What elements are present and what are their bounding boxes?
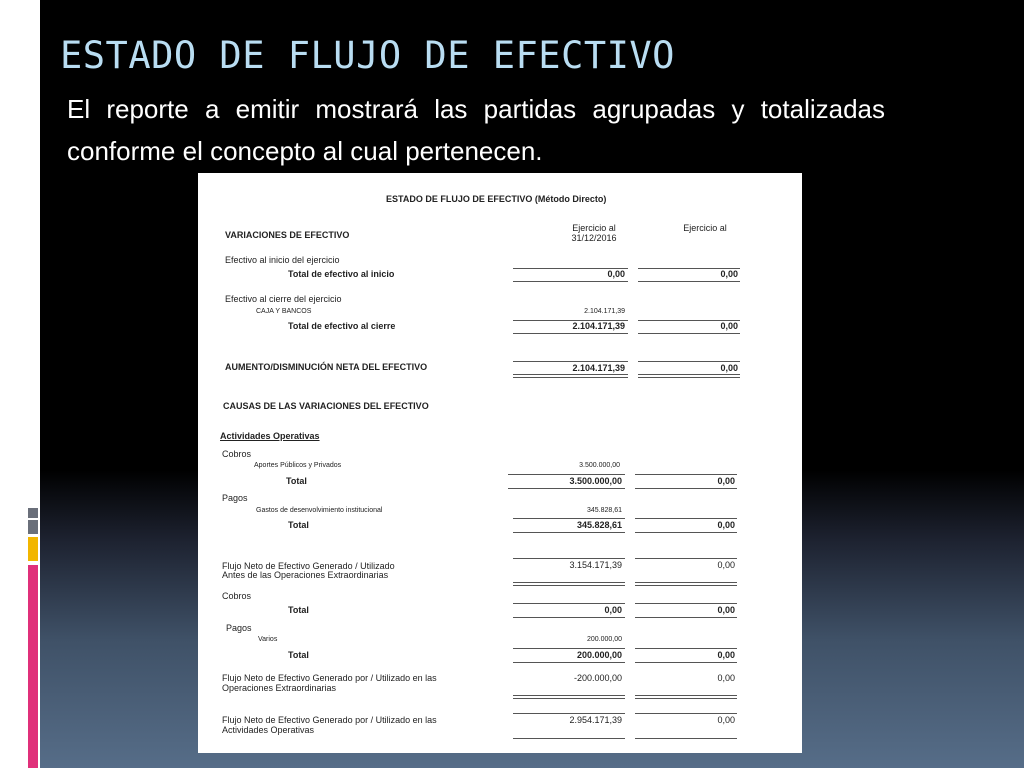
- doc-variaciones-heading: VARIACIONES DE EFECTIVO: [225, 230, 350, 240]
- doc-rule: [513, 648, 625, 649]
- doc-total-pagos2-v1: 200.000,00: [576, 650, 622, 660]
- accent-pink-bar: [28, 565, 38, 768]
- doc-rule: [635, 662, 737, 663]
- doc-flujo3-v1: 2.954.171,39: [569, 715, 622, 725]
- doc-rule: [635, 488, 737, 489]
- doc-total-cobros1-label: Total: [286, 476, 307, 486]
- doc-rule: [635, 558, 737, 559]
- doc-rule: [513, 518, 625, 519]
- doc-total-pagos1-v1: 345.828,61: [576, 520, 622, 530]
- doc-double-rule: [513, 582, 625, 586]
- doc-pagos1-label: Pagos: [222, 493, 248, 503]
- doc-flujo1-line2: Antes de las Operaciones Extraordinarias: [222, 570, 389, 580]
- doc-actividades-heading: Actividades Operativas: [220, 431, 320, 441]
- doc-rule: [513, 361, 628, 362]
- doc-varios-v1: 200.000,00: [586, 636, 622, 643]
- doc-aportes-v1: 3.500.000,00: [579, 462, 620, 469]
- doc-rule: [508, 488, 625, 489]
- doc-aumento-v1: 2.104.171,39: [572, 363, 625, 373]
- doc-total-cobros2-v2: 0,00: [717, 605, 735, 615]
- doc-rule: [513, 662, 625, 663]
- doc-aumento-label: AUMENTO/DISMINUCIÓN NETA DEL EFECTIVO: [225, 362, 428, 372]
- doc-flujo2-v2: 0,00: [717, 673, 735, 683]
- doc-total-cierre-label: Total de efectivo al cierre: [288, 321, 396, 331]
- doc-total-inicio-v2: 0,00: [720, 269, 738, 279]
- doc-rule: [635, 518, 737, 519]
- accent-gray-block: [28, 508, 38, 518]
- doc-aumento-v2: 0,00: [720, 363, 738, 373]
- doc-rule: [635, 603, 737, 604]
- doc-column-header-1: Ejercicio al 31/12/2016: [571, 223, 617, 243]
- doc-double-rule: [635, 582, 737, 586]
- slide-body-text: El reporte a emitir mostrará las partidas agrupadas y totalizadas conforme el concepto al cual pertenecen.: [67, 94, 885, 166]
- doc-rule: [513, 333, 628, 334]
- doc-title: ESTADO DE FLUJO DE EFECTIVO (Método Directo): [386, 194, 607, 204]
- doc-total-cobros2-v1: 0,00: [604, 605, 622, 615]
- doc-rule: [635, 648, 737, 649]
- doc-rule: [513, 738, 625, 739]
- doc-total-inicio-label: Total de efectivo al inicio: [288, 269, 395, 279]
- slide-title: ESTADO DE FLUJO DE EFECTIVO: [60, 34, 675, 77]
- doc-flujo3-line1: Flujo Neto de Efectivo Generado por / Utilizado en las: [222, 715, 437, 725]
- doc-rule: [635, 474, 737, 475]
- doc-rule: [638, 333, 740, 334]
- doc-rule: [635, 738, 737, 739]
- doc-rule: [513, 603, 625, 604]
- doc-gastos-label: Gastos de desenvolvimiento institucional: [256, 507, 383, 514]
- doc-caja-v1: 2.104.171,39: [584, 308, 625, 315]
- doc-total-pagos2-label: Total: [288, 650, 309, 660]
- doc-aportes-label: Aportes Públicos y Privados: [254, 462, 342, 469]
- doc-total-pagos1-label: Total: [288, 520, 309, 530]
- doc-double-rule: [513, 695, 625, 699]
- doc-cierre-label: Efectivo al cierre del ejercicio: [225, 294, 342, 304]
- doc-flujo1-v2: 0,00: [717, 560, 735, 570]
- accent-yellow-bar: [28, 537, 38, 561]
- doc-pagos2-label: Pagos: [226, 623, 252, 633]
- doc-flujo3-line2: Actividades Operativas: [222, 725, 315, 735]
- doc-flujo1-line1: Flujo Neto de Efectivo Generado / Utilizado: [222, 561, 395, 571]
- doc-flujo2-v1: -200.000,00: [573, 673, 622, 683]
- doc-total-pagos1-v2: 0,00: [717, 520, 735, 530]
- doc-total-cierre-v1: 2.104.171,39: [572, 321, 625, 331]
- doc-total-pagos2-v2: 0,00: [717, 650, 735, 660]
- doc-rule: [638, 281, 740, 282]
- doc-varios-label: Varios: [258, 636, 278, 643]
- doc-rule: [513, 281, 628, 282]
- doc-rule: [635, 532, 737, 533]
- doc-cobros1-label: Cobros: [222, 449, 252, 459]
- doc-rule: [513, 617, 625, 618]
- cash-flow-statement-document: [198, 173, 802, 753]
- doc-rule: [635, 713, 737, 714]
- doc-flujo2-line2: Operaciones Extraordinarias: [222, 683, 337, 693]
- doc-total-inicio-v1: 0,00: [607, 269, 625, 279]
- doc-column-header-2: Ejercicio al: [683, 223, 727, 233]
- doc-flujo3-v2: 0,00: [717, 715, 735, 725]
- doc-rule: [635, 617, 737, 618]
- accent-gray-bar: [28, 520, 38, 534]
- doc-double-rule: [513, 374, 628, 378]
- doc-total-cobros2-label: Total: [288, 605, 309, 615]
- doc-rule: [508, 474, 625, 475]
- doc-total-cobros1-v1: 3.500.000,00: [569, 476, 622, 486]
- doc-cobros2-label: Cobros: [222, 591, 252, 601]
- doc-rule: [513, 532, 625, 533]
- doc-rule: [513, 558, 625, 559]
- doc-rule: [638, 361, 740, 362]
- doc-causas-heading: CAUSAS DE LAS VARIACIONES DEL EFECTIVO: [223, 401, 429, 411]
- doc-double-rule: [635, 695, 737, 699]
- doc-inicio-label: Efectivo al inicio del ejercicio: [225, 255, 340, 265]
- doc-flujo2-line1: Flujo Neto de Efectivo Generado por / Utilizado en las: [222, 673, 437, 683]
- doc-flujo1-v1: 3.154.171,39: [569, 560, 622, 570]
- doc-rule: [513, 713, 625, 714]
- doc-gastos-v1: 345.828,61: [586, 507, 622, 514]
- doc-caja-label: CAJA Y BANCOS: [256, 308, 312, 315]
- doc-total-cobros1-v2: 0,00: [717, 476, 735, 486]
- doc-double-rule: [638, 374, 740, 378]
- doc-total-cierre-v2: 0,00: [720, 321, 738, 331]
